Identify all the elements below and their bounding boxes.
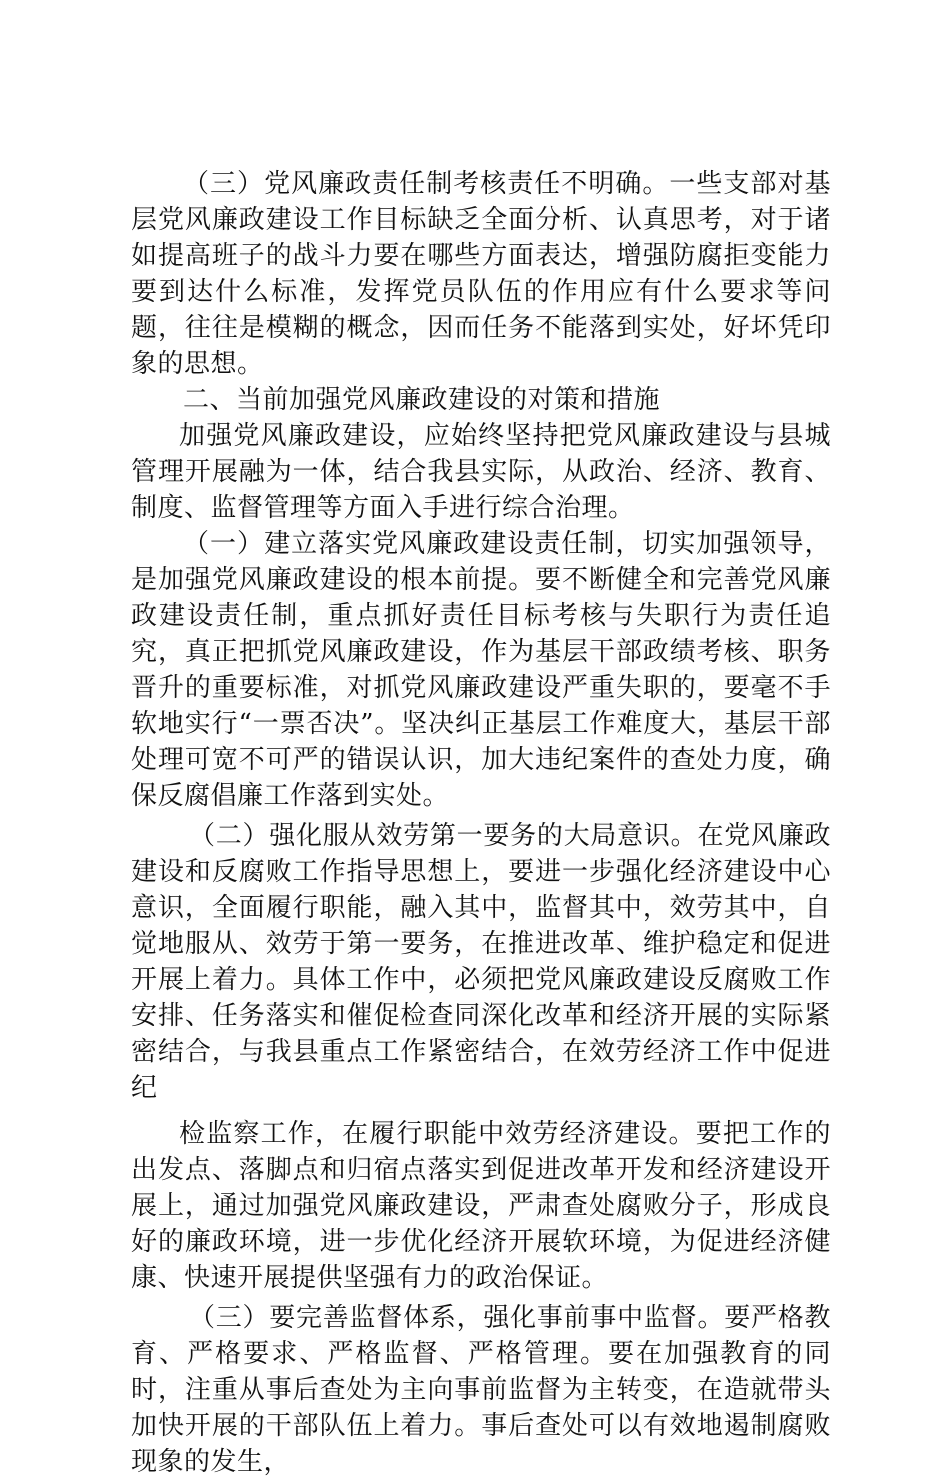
paragraph-intro-countermeasures: 加强党风廉政建设，应始终坚持把党风廉政建设与县城管理开展融为一体，结合我县实际，从政治、经济、教育、制度、监督管理等方面入手进行综合治理。 (131, 421, 831, 523)
paragraph-measure-three: （三）要完善监督体系，强化事前事中监督。要严格教育、严格要求、严格监督、严格管理。要在加强教育的同时，注重从事后查处为主向事前监督为主转变，在造就带头加快开展的干部队伍上着力。事后查处可以有效地遏制腐败现象的发生， (131, 1303, 831, 1477)
section-heading-countermeasures: 二、当前加强党风廉政建设的对策和措施 (183, 385, 661, 415)
paragraph-measure-two: （二）强化服从效劳第一要务的大局意识。在党风廉政建设和反腐败工作指导思想上，要进一步强化经济建设中心意识，全面履行职能，融入其中，监督其中，效劳其中，自觉地服从、效劳于第一要务，在推进改革、维护稳定和促进开展上着力。具体工作中，必须把党风廉政建设反腐败工作安排、任务落实和催促检查同深化改革和经济开展的实际紧密结合，与我县重点工作紧密结合，在效劳经济工作中促进纪 (131, 821, 831, 1103)
paragraph-measure-one: （一）建立落实党风廉政建设责任制，切实加强领导，是加强党风廉政建设的根本前提。要不断健全和完善党风廉政建设责任制，重点抓好责任目标考核与失职行为责任追究，真正把抓党风廉政建设，作为基层干部政绩考核、职务晋升的重要标准，对抓党风廉政建设严重失职的，要毫不手软地实行“一票否决”。坚决纠正基层工作难度大，基层干部处理可宽不可严的错误认识，加大违纪案件的查处力度，确保反腐倡廉工作落到实处。 (131, 529, 831, 811)
paragraph-responsibility-unclear: （三）党风廉政责任制考核责任不明确。一些支部对基层党风廉政建设工作目标缺乏全面分析、认真思考，对于诸如提高班子的战斗力要在哪些方面表达，增强防腐拒变能力要到达什么标准，发挥党员队伍的作用应有什么要求等问题，往往是模糊的概念，因而任务不能落到实处，好坏凭印象的思想。 (131, 169, 831, 379)
paragraph-measure-two-continued: 检监察工作，在履行职能中效劳经济建设。要把工作的出发点、落脚点和归宿点落实到促进改革开发和经济建设开展上，通过加强党风廉政建设，严肃查处腐败分子，形成良好的廉政环境，进一步优化经济开展软环境，为促进经济健康、快速开展提供坚强有力的政治保证。 (131, 1119, 831, 1293)
document-body (131, 166, 831, 1480)
